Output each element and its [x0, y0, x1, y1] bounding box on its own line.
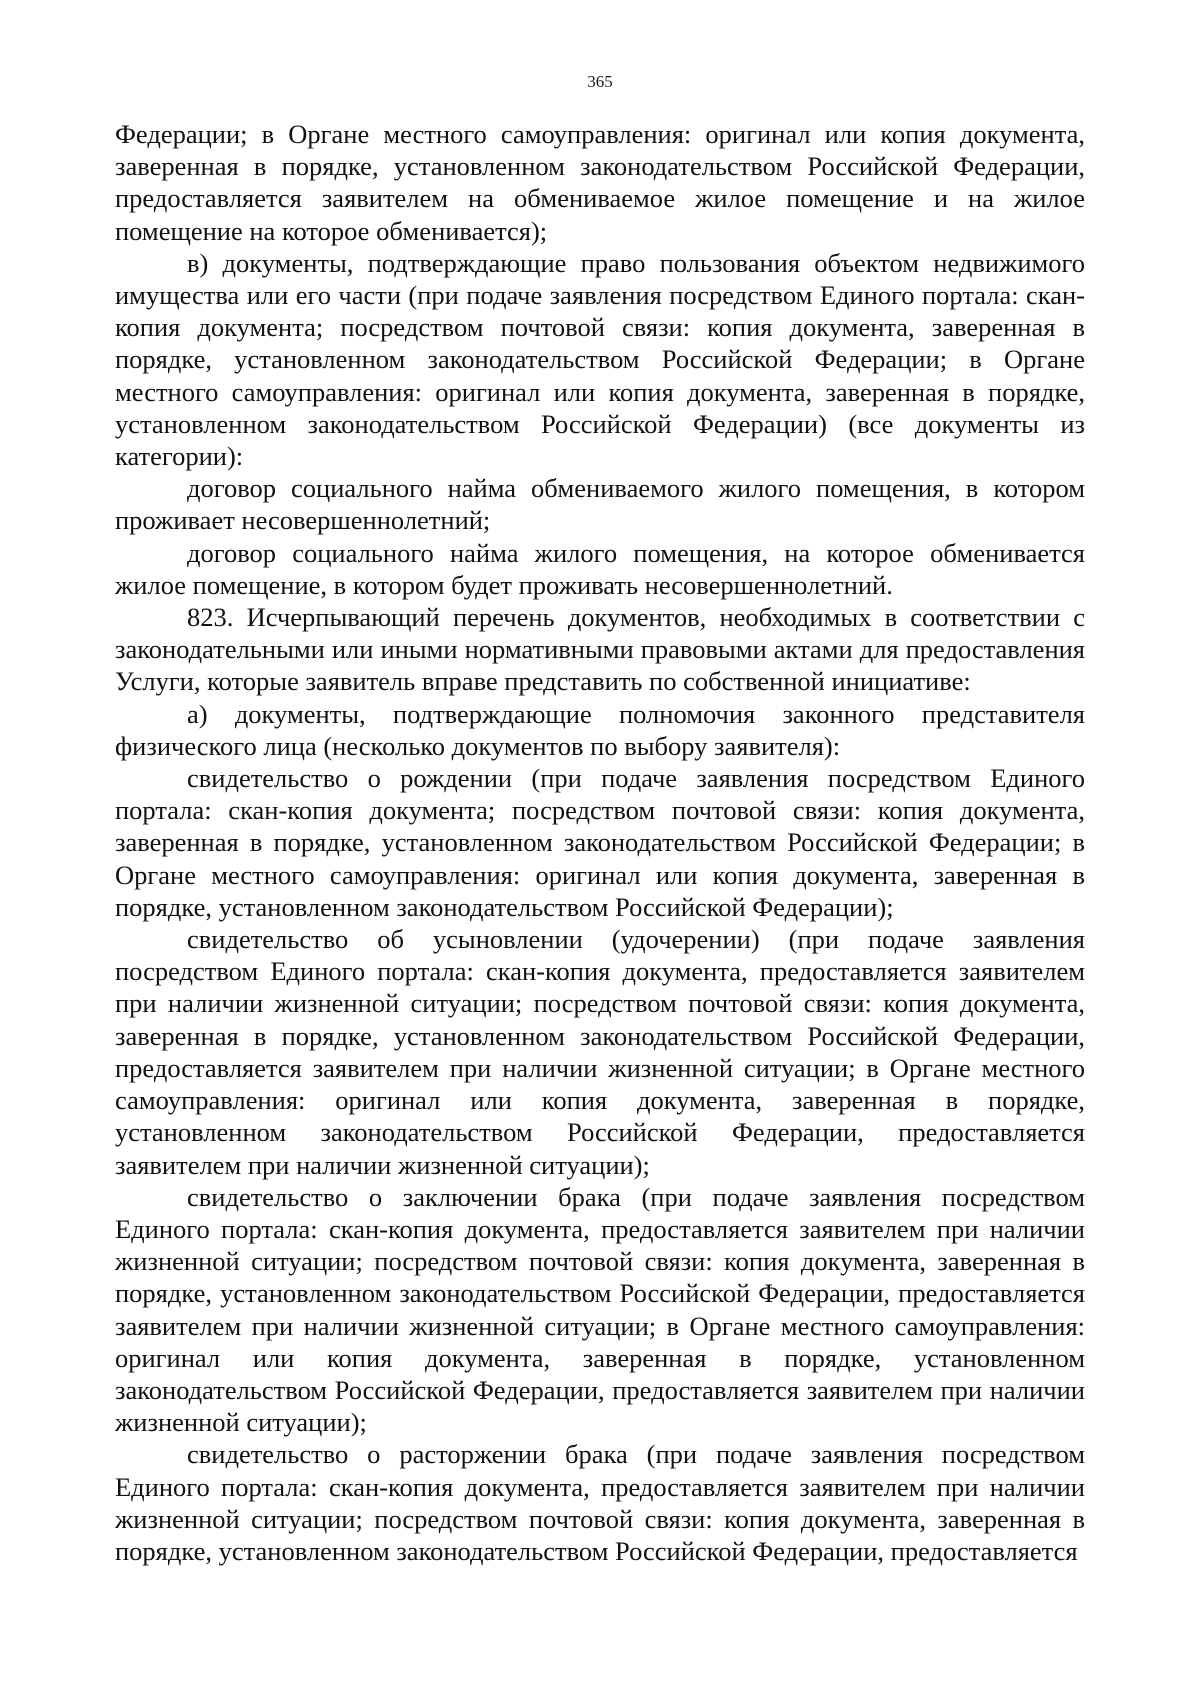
paragraph-contract-exchanged: договор социального найма обмениваемого жилого помещения, в котором проживает несовершеннолетний;	[115, 473, 1085, 536]
paragraph-birth-certificate: свидетельство о рождении (при подаче заявления посредством Единого портала: скан-копия документа; посредством почтовой связи: копия документа, заверенная в порядке, установленном законодательством Российской Федерации; в Органе местного самоуправления: оригинал или копия документа, заверенная в порядке, установленном законодательством Российской Федерации);	[115, 763, 1085, 922]
document-body	[115, 118, 1085, 1567]
page-number: 365	[587, 72, 613, 91]
paragraph-item-v-documents: в) документы, подтверждающие право пользования объектом недвижимого имущества или его части (при подаче заявления посредством Единого портала: скан-копия документа; посредством почтовой связи: копия документа, заверенная в порядке, установленном законодательством Российской Федерации; в Органе местного самоуправления: оригинал или копия документа, заверенная в порядке, установленном законодательством Российской Федерации) (все документы из категории):	[115, 247, 1085, 472]
paragraph-item-a-documents: а) документы, подтверждающие полномочия законного представителя физического лица (несколько документов по выбору заявителя):	[115, 698, 1085, 761]
paragraph-marriage-certificate: свидетельство о заключении брака (при подаче заявления посредством Единого портала: скан-копия документа, предоставляется заявителем при наличии жизненной ситуации; посредством почтовой связи: копия документа, заверенная в порядке, установленном законодательством Российской Федерации, предоставляется заявителем при наличии жизненной ситуации; в Органе местного самоуправления: оригинал или копия документа, заверенная в порядке, установленном законодательством Российской Федерации, предоставляется заявителем при наличии жизненной ситуации);	[115, 1181, 1085, 1438]
paragraph-contract-target: договор социального найма жилого помещения, на которое обменивается жилое помещение, в котором будет проживать несовершеннолетний.	[115, 537, 1085, 600]
paragraph-clause-823: 823. Исчерпывающий перечень документов, необходимых в соответствии с законодательными или иными нормативными правовыми актами для предоставления Услуги, которые заявитель вправе представить по собственной инициативе:	[115, 602, 1085, 697]
paragraph-divorce-certificate: свидетельство о расторжении брака (при подаче заявления посредством Единого портала: скан-копия документа, предоставляется заявителем при наличии жизненной ситуации; посредством почтовой связи: копия документа, заверенная в порядке, установленном законодательством Российской Федерации, предоставляется	[115, 1439, 1085, 1566]
paragraph-continuation-1: Федерации; в Органе местного самоуправления: оригинал или копия документа, заверенная в порядке, установленном законодательством Российской Федерации, предоставляется заявителем на обмениваемое жилое помещение и на жилое помещение на которое обменивается);	[115, 119, 1085, 246]
paragraph-adoption-certificate: свидетельство об усыновлении (удочерении) (при подаче заявления посредством Единого портала: скан-копия документа, предоставляется заявителем при наличии жизненной ситуации; посредством почтовой связи: копия документа, заверенная в порядке, установленном законодательством Российской Федерации, предоставляется заявителем при наличии жизненной ситуации; в Органе местного самоуправления: оригинал или копия документа, заверенная в порядке, установленном законодательством Российской Федерации, предоставляется заявителем при наличии жизненной ситуации);	[115, 924, 1085, 1180]
